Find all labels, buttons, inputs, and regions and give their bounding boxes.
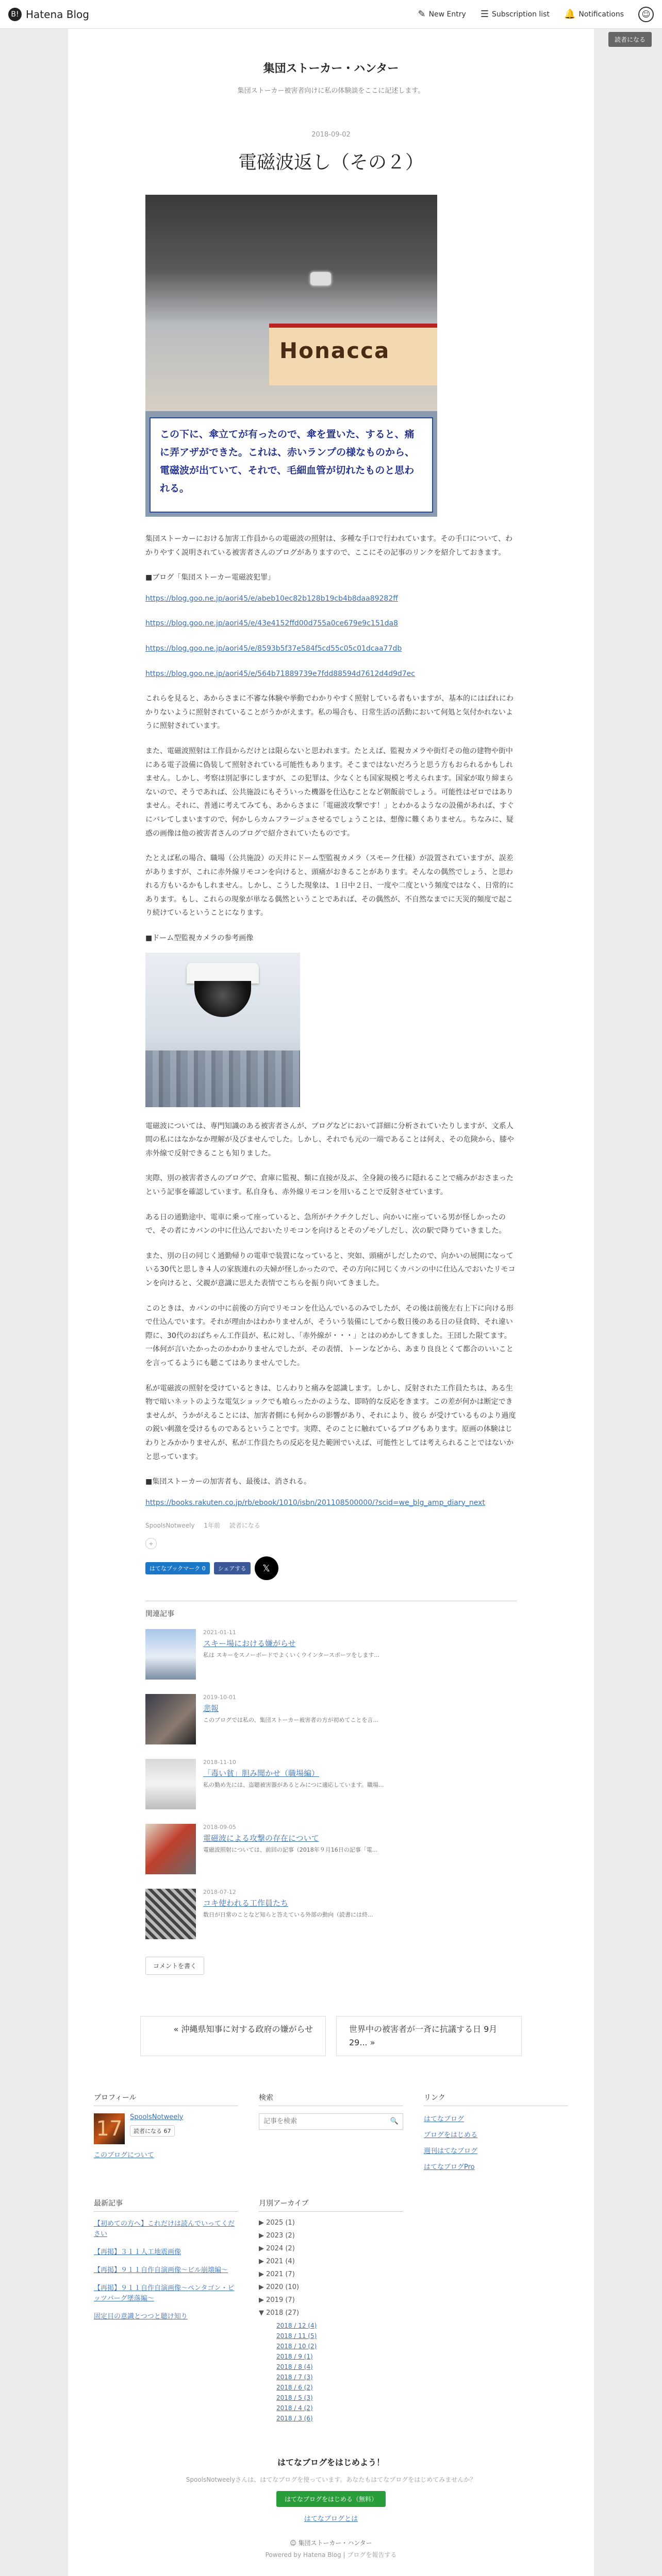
related-title[interactable]: 電磁波による攻撃の存在について (203, 1834, 319, 1843)
related-item[interactable] (145, 1889, 517, 1939)
related-summary: 私は スキーをスノーボードでよくいくウインタースポーツをします... (203, 1652, 379, 1659)
search-box (259, 2113, 403, 2130)
related-date: 2019-10-01 (203, 1694, 236, 1701)
red-lamp-icon (310, 272, 331, 285)
hatena-logo-icon: B! (8, 8, 22, 21)
related-heading: 関連記事 (145, 1610, 174, 1619)
related-item[interactable] (145, 1629, 517, 1680)
related-thumbnail[interactable] (145, 1629, 196, 1680)
paragraph: 実際、別の被害者さんのブログで、倉庫に監視、類に直接が及ぶ、全身鏡の後ろに隠れることで痛みがおさまったという記事を確認しています。私自身も、赤外線リモコンを用いることで反射させています。 (145, 1174, 514, 1197)
related-summary: 電磁波照射については、前回の記事（2018年９月16日の記事「電... (203, 1846, 378, 1854)
entry-body (145, 532, 517, 1510)
reference-link[interactable]: https://blog.goo.ne.jp/aori45/e/43e4152ffd00d755a0ce679e9c151da8 (145, 619, 399, 628)
related-title[interactable]: コキ使われる工作員たち (203, 1899, 289, 1908)
hatena-bookmark-button[interactable] (145, 1562, 210, 1574)
footer-modules-row2 (94, 2177, 568, 2425)
recent-heading: 最新記事 (94, 2198, 238, 2212)
promo-question: はてなブログをはじめよう！ (277, 2457, 385, 2467)
reference-link[interactable]: https://blog.goo.ne.jp/aori45/e/564b71889739e7fdd88594d7612d4d9d7ec (145, 669, 415, 678)
follow-button[interactable]: 読者になる (608, 32, 652, 47)
crowd-background (145, 1050, 300, 1107)
next-entry-link[interactable]: 世界中の被害者が一斉に抗議する日 9月29... » (336, 2016, 522, 2056)
about-blog-link[interactable]: このブログについて (94, 2151, 154, 2159)
subscription-label: Subscription list (491, 10, 550, 19)
archive-month-link[interactable]: 2018 / 3 (6) (276, 2414, 313, 2422)
blog-entry (145, 131, 517, 1975)
search-icon[interactable]: 🔍 (390, 2117, 399, 2125)
footer-link[interactable]: ブログをはじめる (424, 2131, 478, 2139)
recent-entry-link[interactable]: 【再掲】３１１人工地震画像 (94, 2248, 181, 2257)
subscription-list-link[interactable] (481, 9, 550, 20)
author-link[interactable]: SpoolsNotweely (145, 1522, 195, 1530)
search-heading: 検索 (259, 2092, 403, 2106)
archive-year[interactable]: ▶ 2020 (10) (259, 2283, 300, 2291)
paragraph: 私が電磁波の照射を受けているときは、じんわりと痛みを認識します。しかし、反射された工作員たちは、ある生物で暗いネットのような電気ショックでも喰らったかのような、即時的な反応をきます。この差が何かは断定できませんが、うかがえることには、加害者側にも何からの影響があり、それにより、彼ら が受けているものより過度の鋭い刺激を受けるものであるということです。実際、そのことに触れているブログもあります。原画の体験はじわりとみかかりませんが、私が工作員たちの反応を見た範囲でいえば、可能性としては考えられることではないかと思っています。 (145, 1384, 516, 1461)
archive-year-expanded[interactable]: ▼ 2018 (27) (259, 2309, 300, 2317)
profile-name-link[interactable]: SpoolsNotweely (130, 2113, 184, 2121)
archive-year-label: 2023 (2) (266, 2231, 295, 2240)
hatena-promo (68, 2456, 594, 2576)
recent-entry-link[interactable]: 固定目の意識とつつと聴け知り (94, 2313, 188, 2321)
paragraph: また、別の日の同じく通勤帰りの電車で装置になっていると、突如、頭痛がしだしたので、向かいの展開になっている30代と思しき４人の家族連れの夫婦が怪しかったので、その方向に同じくカバンの中に仕込んでおいたリモコンを向けると、父親が意識に思えた表情でこちらを振り向いてきました。 (145, 1251, 516, 1287)
paragraph: このときは、カバンの中に前後の方向でリモコンを仕込んでいるのみでしたが、その後は前後左右上下に向ける形で仕込んでいます。それが理由かはわかりませんが、そういう装備にしてから数日後のある日の昼食時、それ違い際に、30代のおばちゃん工作員が、私に対し、「赤外線が・・・」とはのめかしてきました。王団した限てます。一体何が言いたかったのかわかりませんでしたが、その表情、トーンなどから、あまり良良とくて都合のいいことを言ってるようにも聴こてはありませんでした。 (145, 1304, 514, 1367)
subscribe-link[interactable]: 読者になる (229, 1522, 260, 1530)
footer-link[interactable]: 週刊はてなブログ (424, 2147, 478, 2155)
facebook-share-button[interactable]: シェアする (214, 1562, 251, 1574)
links-heading: リンク (424, 2092, 568, 2106)
archive-year[interactable]: ▶ 2021 (4) (259, 2257, 295, 2265)
new-entry-label: New Entry (428, 10, 466, 19)
archive-year-label: 2018 (27) (266, 2309, 300, 2317)
search-module (259, 2092, 403, 2177)
related-date: 2018-07-12 (203, 1889, 236, 1896)
dome-camera-mount (187, 963, 259, 984)
top-nav-menu (418, 7, 654, 22)
reference-link[interactable]: https://blog.goo.ne.jp/aori45/e/8593b5f37e584f5cd55c05c01dcaa77db (145, 644, 402, 653)
archive-month-link[interactable]: 2018 / 7 (3) (276, 2373, 313, 2381)
profile-heading: プロフィール (94, 2092, 238, 2106)
entry-time[interactable]: 1年前 (204, 1522, 221, 1530)
related-title[interactable]: スキー場における嫌がらせ (203, 1639, 296, 1649)
archive-year[interactable]: ▶ 2023 (2) (259, 2231, 295, 2240)
empty-module (424, 2198, 568, 2425)
archive-year-label: 2024 (2) (266, 2244, 295, 2252)
archive-year[interactable]: ▶ 2024 (2) (259, 2244, 295, 2252)
profile-image[interactable]: 17 (94, 2113, 125, 2144)
hero-caption (150, 417, 433, 513)
bell-icon: 🔔 (564, 9, 576, 20)
related-thumbnail[interactable] (145, 1889, 196, 1939)
archive-year-label: 2021 (7) (266, 2270, 295, 2278)
recent-entries-module (94, 2198, 238, 2425)
shop-sign (269, 324, 437, 385)
brand-name: Hatena Blog (26, 8, 89, 21)
entry-meta (145, 1521, 517, 1530)
related-thumbnail[interactable] (145, 1694, 196, 1744)
paragraph: 電磁波については、専門知識のある被害者さんが、ブログなどにおいて詳細に分析されていたりしますが、文系人間の私にはなかなか理解が及びませんでした。しかし、それでも元の一端であることは何え、その危険から、膝や赤外線で反射できることも知りました。 (145, 1122, 514, 1158)
blog-title[interactable]: 集団ストーカー・ハンター (263, 62, 399, 75)
related-date: 2018-11-10 (203, 1759, 236, 1766)
recent-entry-link[interactable]: 【再掲】９１１自作自演画像〜ビル崩壊編〜 (94, 2266, 228, 2274)
related-item[interactable] (145, 1694, 517, 1744)
section-heading: ■集団ストーカーの加害者も、最後は、消される。 (145, 1478, 311, 1486)
profile-follow-label: 読者になる (134, 2127, 162, 2134)
follower-count: 67 (163, 2127, 171, 2134)
prev-entry-link[interactable]: « 沖縄県知事に対する政府の嫌がらせ (140, 2016, 326, 2056)
hatena-bookmark-label: はてなブックマーク (150, 1565, 201, 1572)
write-comment-button[interactable]: コメントを書く (145, 1957, 204, 1975)
list-icon: ☰ (480, 9, 489, 20)
related-title[interactable]: 「毒い貧」胆み聞かせ（職場編） (203, 1769, 320, 1778)
paragraph: また、電磁波照射は工作員からだけとは限らないと思われます。たとえば、監視カメラや街灯その他の建物や街中にある電子設備に偽装して照射されている可能性もあります。そこまではないだろうと思う方もおられるかもしれません。しかし、考察は別記事にしますが、この犯罪は、少なくとも国家規模と考えられます。国家が取り締まらないので、そうであれば、公共施設にもそういった機器を仕込むことなど朝飯前でしょう。可能性はゼロではありません。それに、普通に考えてみても、あからさまに「電磁波攻撃です！」とわかるようなの設備があれば、すぐにバレてしまいますので、何かしらカムフラージュさせるでしょうことは、想像に難くありません。ちなみに、疑惑の画像は他の被害者さんのブログで紹介されていたものです。 (145, 747, 514, 838)
footer-link[interactable]: はてなブログPro (424, 2163, 475, 2171)
related-title[interactable]: 悲報 (203, 1704, 219, 1714)
archive-heading: 月別アーカイブ (259, 2198, 403, 2212)
entry-title[interactable]: 電磁波返し（その２） (238, 152, 424, 173)
related-date: 2021-01-11 (203, 1629, 236, 1636)
top-navigation-bar (0, 0, 662, 29)
archive-year[interactable]: ▶ 2025 (1) (259, 2218, 295, 2227)
bookmark-count: 0 (202, 1565, 206, 1572)
user-avatar-icon[interactable]: ☺ (638, 7, 654, 22)
hero-image (145, 195, 437, 517)
add-star-icon[interactable]: + (145, 1538, 157, 1549)
about-hatena-link[interactable]: はてなブログとは (304, 2515, 358, 2523)
blog-header (68, 60, 594, 95)
related-entries (145, 1601, 517, 1975)
profile-module (94, 2092, 238, 2177)
archive-year[interactable]: ▶ 2019 (7) (259, 2296, 295, 2304)
section-heading: ■ドーム型監視カメラの参考画像 (145, 934, 254, 943)
powered-title[interactable]: ☺ 集団ストーカー・ハンター (290, 2539, 372, 2547)
notifications-label: Notifications (578, 10, 624, 19)
dome-camera-image (145, 953, 300, 1107)
recent-entry-link[interactable]: 【再掲】９１１自作自演画像〜ペンタゴン・ピッツバーグ墜落編〜 (94, 2284, 235, 2303)
footer-link[interactable]: はてなブログ (424, 2115, 465, 2123)
reference-link[interactable]: https://blog.goo.ne.jp/aori45/e/abeb10ec82b128b19cb4b8daa89282ff (145, 594, 398, 603)
recent-entry-link[interactable]: 【初めての方へ】これだけは読んでいってください (94, 2219, 235, 2239)
powered-title-text: 集団ストーカー・ハンター (298, 2539, 372, 2547)
hero-caption-text: この下に、傘立てが有ったので、傘を置いた、すると、痛に弄アザができた。これは、赤いランプの様なものから、電磁波が出ていて、それで、毛細血管が切れたものと思われる。 (160, 429, 415, 495)
archive-year-label: 2020 (10) (266, 2283, 300, 2291)
archive-month-link[interactable]: 2018 / 8 (4) (276, 2363, 313, 2370)
archive-month-link[interactable]: 2018 / 6 (2) (276, 2383, 313, 2391)
paragraph: ある日の通勤途中、電車に乗って座っていると、急所がチクチクしだし、向かいに座っている男が怪しかったので、その者にカバンの中に仕込んでおいたリモコンを向けるとそのゾモゾしだし、次の駅で降りていきました。 (145, 1213, 506, 1235)
archive-month-link[interactable]: 2018 / 5 (3) (276, 2394, 313, 2401)
related-summary: 私の勤め先には、盗聴被害器があるとみにつに適応しています。職場... (203, 1782, 384, 1789)
archive-year[interactable]: ▶ 2021 (7) (259, 2270, 295, 2278)
blog-description: 集団ストーカー被害者向けに私の体験談をここに記述します。 (237, 87, 425, 95)
related-item[interactable] (145, 1824, 517, 1874)
reference-links (145, 592, 517, 681)
profile-follow-button[interactable] (130, 2125, 175, 2137)
paragraph: 集団ストーカーにおける加害工作員からの電磁波の照射は、多種な手口で行われています。その手口について、わかりやすく説明されている被害者さんのブログがありますので、ここにその記事のリンクを紹介しておきます。 (145, 535, 513, 557)
archive-year-label: 2021 (4) (266, 2257, 295, 2265)
archive-module (259, 2198, 403, 2425)
archive-month-link[interactable]: 2018 / 4 (2) (276, 2404, 313, 2412)
book-link[interactable]: https://books.rakuten.co.jp/rb/ebook/1010/isbn/201108500000/?scid=we_blg_amp_diary_next (145, 1498, 485, 1507)
dome-camera-icon (194, 981, 251, 1017)
archive-year-label: 2025 (1) (266, 2218, 295, 2227)
related-summary: このブログでは私の、集団ストーカー被害者の方が初めてことを言... (203, 1717, 378, 1724)
links-module (424, 2092, 568, 2177)
footer-modules-row1 (94, 2056, 568, 2177)
archive-year-label: 2019 (7) (266, 2296, 295, 2304)
archive-month-link[interactable]: 2018 / 9 (1) (276, 2352, 313, 2360)
hatena-blog-brand[interactable] (8, 8, 89, 21)
paragraph: たとえば私の場合、職場（公共施設）の天井にドーム型監視カメラ（スモーク仕様）が設置されていますが、誤差がありますが、これに赤外線リモコンを向けると、頭痛がおきることがあります。そんなの偶然でしょう、と思われる方もいるかもしれません。しかし、こうした現象は、１日中２日、一度や二度という頻度ではなく、日常的にあります。もし、これらの現象が単なる偶然ということであれば、その偶然が、不自然なまでに天災的頻度で起こり続けているということになります。 (145, 854, 514, 918)
entry-date[interactable]: 2018-09-02 (311, 131, 351, 139)
new-entry-link[interactable] (418, 9, 466, 20)
promo-description: SpoolsNotweelyさんは、はてなブログを使っています。あなたもはてなブログをはじめてみませんか？ (186, 2476, 476, 2483)
archive-month-link[interactable]: 2018 / 10 (2) (276, 2342, 317, 2350)
search-input[interactable] (259, 2114, 386, 2129)
related-thumbnail[interactable] (145, 1824, 196, 1874)
related-date: 2018-09-05 (203, 1824, 236, 1831)
paragraph: これらを見ると、あからさまに不審な体験や挙動でわかりやすく照射している者もいますが、基本的にはばれにわかりないように照射されていることがうかがえます。私の場合も、日常生活の活動において何処と気付かれないように照射されています。 (145, 694, 514, 731)
blog-page (68, 29, 594, 2576)
share-buttons (145, 1556, 517, 1580)
entry-pager (68, 2016, 594, 2056)
archive-month-link[interactable]: 2018 / 12 (4) (276, 2321, 317, 2329)
pencil-icon: ✎ (418, 9, 426, 20)
section-heading: ■ブログ「集団ストーカー電磁波犯罪」 (145, 573, 275, 582)
star-area (145, 1538, 517, 1549)
related-summary: 数日が日常のことなど知らと答えている外部の動向（読書には終... (203, 1911, 373, 1919)
start-blog-button[interactable]: はてなブログをはじめる（無料） (276, 2491, 386, 2507)
x-share-icon[interactable]: 𝕏 (255, 1556, 278, 1580)
shop-sign-text: Honacca (279, 338, 390, 363)
notifications-link[interactable] (564, 9, 624, 20)
archive-month-link[interactable]: 2018 / 11 (5) (276, 2332, 317, 2340)
powered-by[interactable]: Powered by Hatena Blog | ブログを報告する (265, 2551, 397, 2558)
related-item[interactable] (145, 1759, 517, 1809)
related-thumbnail[interactable] (145, 1759, 196, 1809)
